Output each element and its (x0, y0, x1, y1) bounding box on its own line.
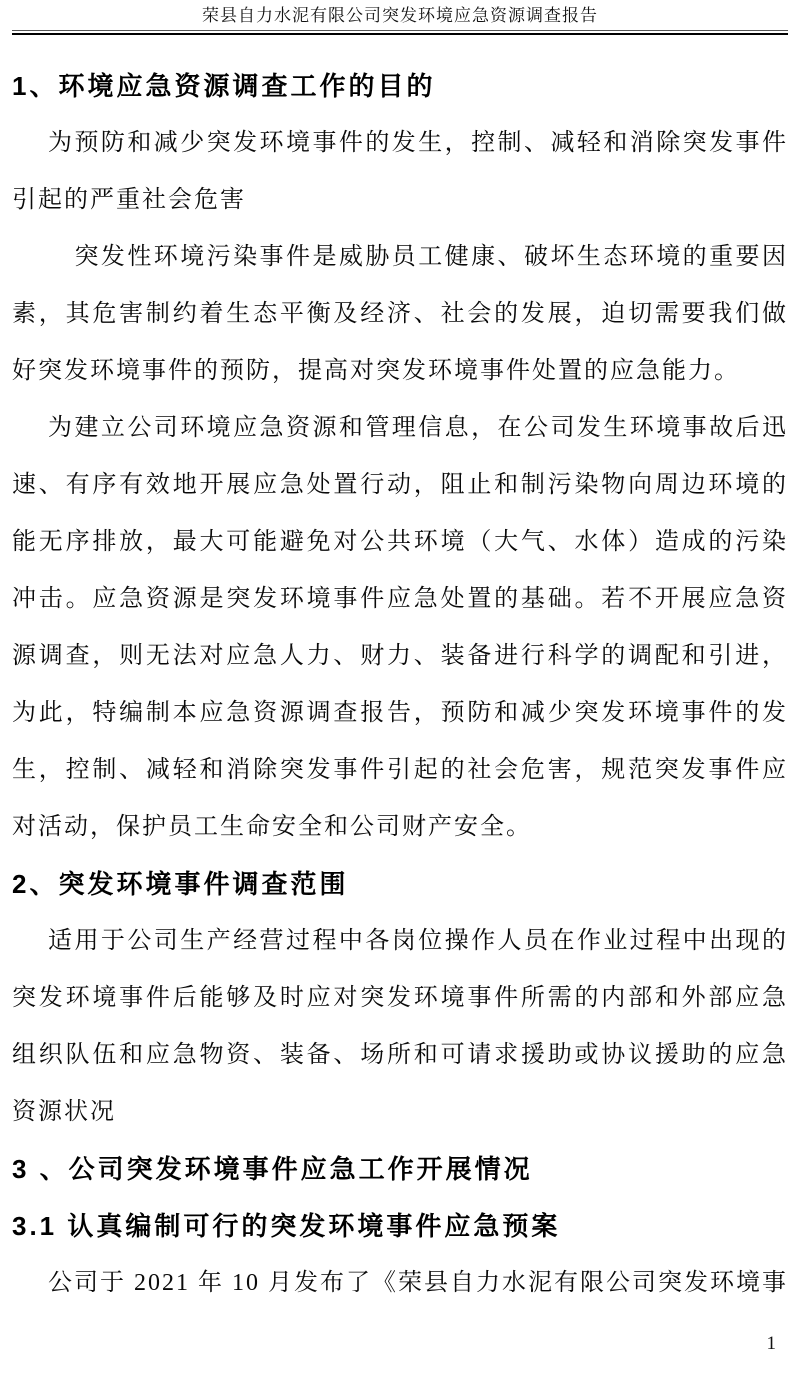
section-heading: 1、环境应急资源调查工作的目的 (12, 71, 436, 101)
paragraph: 为预防和减少突发环境事件的发生，控制、减轻和消除突发事件引起的严重社会危害 (12, 130, 788, 213)
page-number: 1 (766, 1333, 776, 1354)
header-rule (12, 30, 788, 35)
section-heading: 2、突发环境事件调查范围 (12, 869, 349, 899)
document-header-title: 荣县自力水泥有限公司突发环境应急资源调查报告 (202, 6, 598, 25)
paragraph: 适用于公司生产经营过程中各岗位操作人员在作业过程中出现的突发环境事件后能够及时应对突发环境事件所需的内部和外部应急组织队伍和应急物资、装备、场所和可请求援助或协议援助的应急资源状况 (12, 928, 788, 1125)
section-heading: 3 、公司突发环境事件应急工作开展情况 (12, 1154, 533, 1184)
section-heading: 3.1 认真编制可行的突发环境事件应急预案 (12, 1211, 561, 1241)
document-header (12, 5, 788, 35)
document-body (12, 58, 788, 1312)
paragraph: 为建立公司环境应急资源和管理信息，在公司发生环境事故后迅速、有序有效地开展应急处置行动，阻止和制污染物向周边环境的能无序排放，最大可能避免对公共环境（大气、水体）造成的污染冲击。应急资源是突发环境事件应急处置的基础。若不开展应急资源调查，则无法对应急人力、财力、装备进行科学的调配和引进，为此，特编制本应急资源调查报告，预防和减少突发环境事件的发生，控制、减轻和消除突发事件引起的社会危害，规范突发事件应对活动，保护员工生命安全和公司财产安全。 (12, 415, 788, 840)
paragraph: 公司于 2021 年 10 月发布了《荣县自力水泥有限公司突发环境事 (48, 1270, 788, 1296)
paragraph: 突发性环境污染事件是威胁员工健康、破坏生态环境的重要因素，其危害制约着生态平衡及经济、社会的发展，迫切需要我们做好突发环境事件的预防，提高对突发环境事件处置的应急能力。 (12, 244, 788, 384)
